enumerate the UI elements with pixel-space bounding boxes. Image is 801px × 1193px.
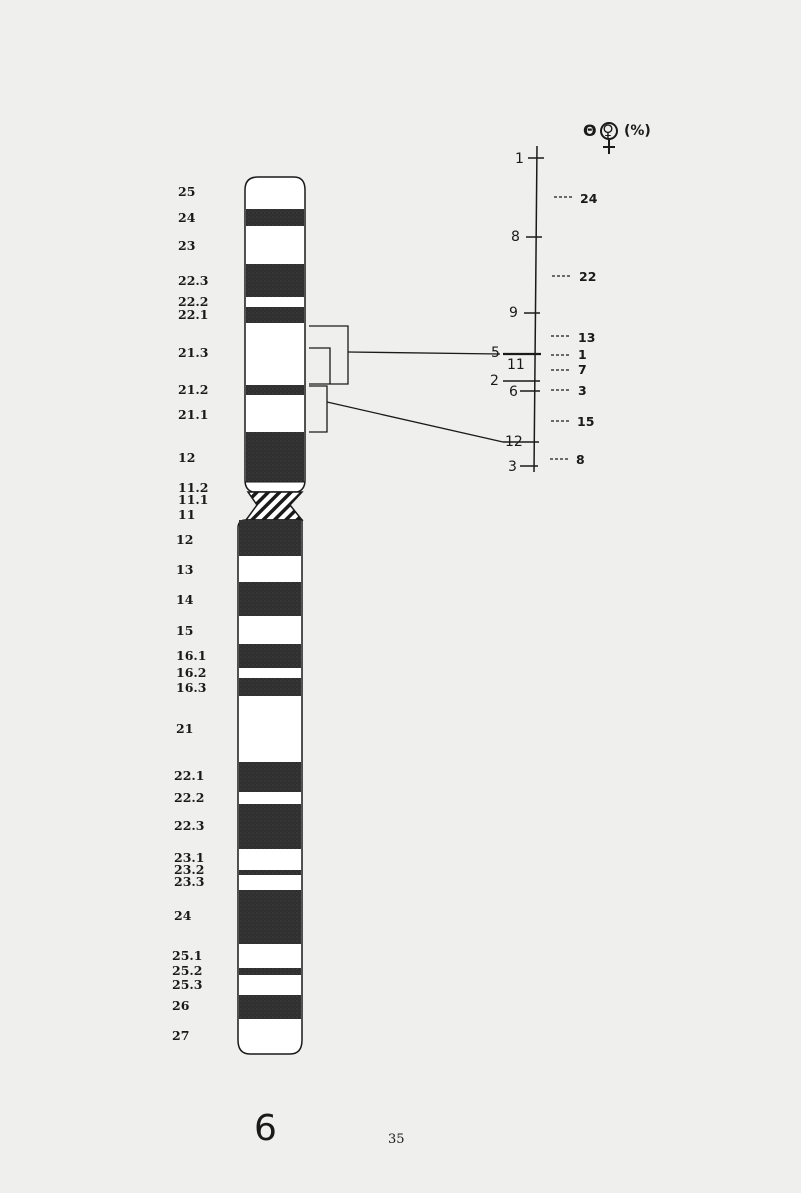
band-label: 14 xyxy=(176,592,194,607)
recombination-value: 24 xyxy=(580,191,598,206)
band-q12 xyxy=(239,520,301,556)
linkage-map-unit: (%) xyxy=(624,123,651,139)
band-label: 25.2 xyxy=(172,963,203,978)
recombination-value: 8 xyxy=(576,452,585,467)
recombination-value: 3 xyxy=(578,383,587,398)
chromosome-q-arm xyxy=(238,520,302,1054)
band-label: 25 xyxy=(178,184,196,199)
band-q26 xyxy=(239,995,301,1019)
marker-label: 1 xyxy=(515,151,524,167)
band-q24 xyxy=(239,890,301,944)
band-q22-3 xyxy=(239,804,301,849)
band-q16-1 xyxy=(239,644,301,668)
band-label: 13 xyxy=(176,562,194,577)
band-label: 22.2 xyxy=(174,790,205,805)
chromosome-number: 6 xyxy=(254,1108,277,1149)
recombination-value: 7 xyxy=(578,362,587,377)
band-label: 21.2 xyxy=(178,382,209,397)
marker-label: 11 xyxy=(507,357,525,373)
band-label: 22.2 xyxy=(178,294,209,309)
page-number: 35 xyxy=(388,1132,405,1147)
chromosome-p-arm xyxy=(245,177,305,492)
band-label: 25.1 xyxy=(172,948,203,963)
band-label: 23.1 xyxy=(174,850,205,865)
band-label: 12 xyxy=(176,532,194,547)
centromere xyxy=(246,492,302,520)
band-label: 24 xyxy=(178,210,196,225)
band-label: 15 xyxy=(176,623,194,638)
marker-label: 9 xyxy=(509,305,518,321)
band-p21-2 xyxy=(246,385,304,395)
band-label: 11 xyxy=(178,507,196,522)
band-q22-1 xyxy=(239,762,301,792)
band-label: 22.3 xyxy=(174,818,205,833)
band-p22-1 xyxy=(246,307,304,323)
band-p24 xyxy=(246,209,304,226)
band-label: 21.3 xyxy=(178,345,209,360)
band-label: 11.2 xyxy=(178,480,209,495)
band-label: 16.2 xyxy=(176,665,207,680)
recombination-dashes xyxy=(550,197,574,459)
band-label: 25.3 xyxy=(172,977,203,992)
marker-label: 3 xyxy=(508,459,517,475)
band-q16-3 xyxy=(239,678,301,696)
recombination-value: 13 xyxy=(578,330,596,345)
recombination-value: 15 xyxy=(577,414,595,429)
marker-label: 8 xyxy=(511,229,520,245)
band-label: 23.3 xyxy=(174,874,205,889)
band-p22-3 xyxy=(246,264,304,297)
band-label: 12 xyxy=(178,450,196,465)
recombination-value: 1 xyxy=(578,347,587,362)
band-assignment-brackets xyxy=(309,326,503,442)
band-q14 xyxy=(239,582,301,616)
band-label: 24 xyxy=(174,908,192,923)
band-label: 27 xyxy=(172,1028,190,1043)
band-label: 16.1 xyxy=(176,648,207,663)
band-label: 23.2 xyxy=(174,862,205,877)
linkage-map-symbols: Θ ♀ xyxy=(583,121,614,140)
band-label: 16.3 xyxy=(176,680,207,695)
band-label: 21.1 xyxy=(178,407,209,422)
band-label: 22.1 xyxy=(178,307,209,322)
marker-label: 6 xyxy=(509,384,518,400)
recombination-value: 22 xyxy=(579,269,597,284)
band-p12 xyxy=(246,432,304,482)
marker-label: 5 xyxy=(491,345,500,361)
band-label: 26 xyxy=(172,998,190,1013)
marker-label: 12 xyxy=(505,434,523,450)
band-label: 22.3 xyxy=(178,273,209,288)
band-label: 21 xyxy=(176,721,194,736)
band-label: 11.1 xyxy=(178,492,209,507)
band-label: 23 xyxy=(178,238,196,253)
band-q25-2 xyxy=(239,968,301,975)
marker-label: 2 xyxy=(490,373,499,389)
band-q23-2 xyxy=(239,870,301,875)
band-label: 22.1 xyxy=(174,768,205,783)
